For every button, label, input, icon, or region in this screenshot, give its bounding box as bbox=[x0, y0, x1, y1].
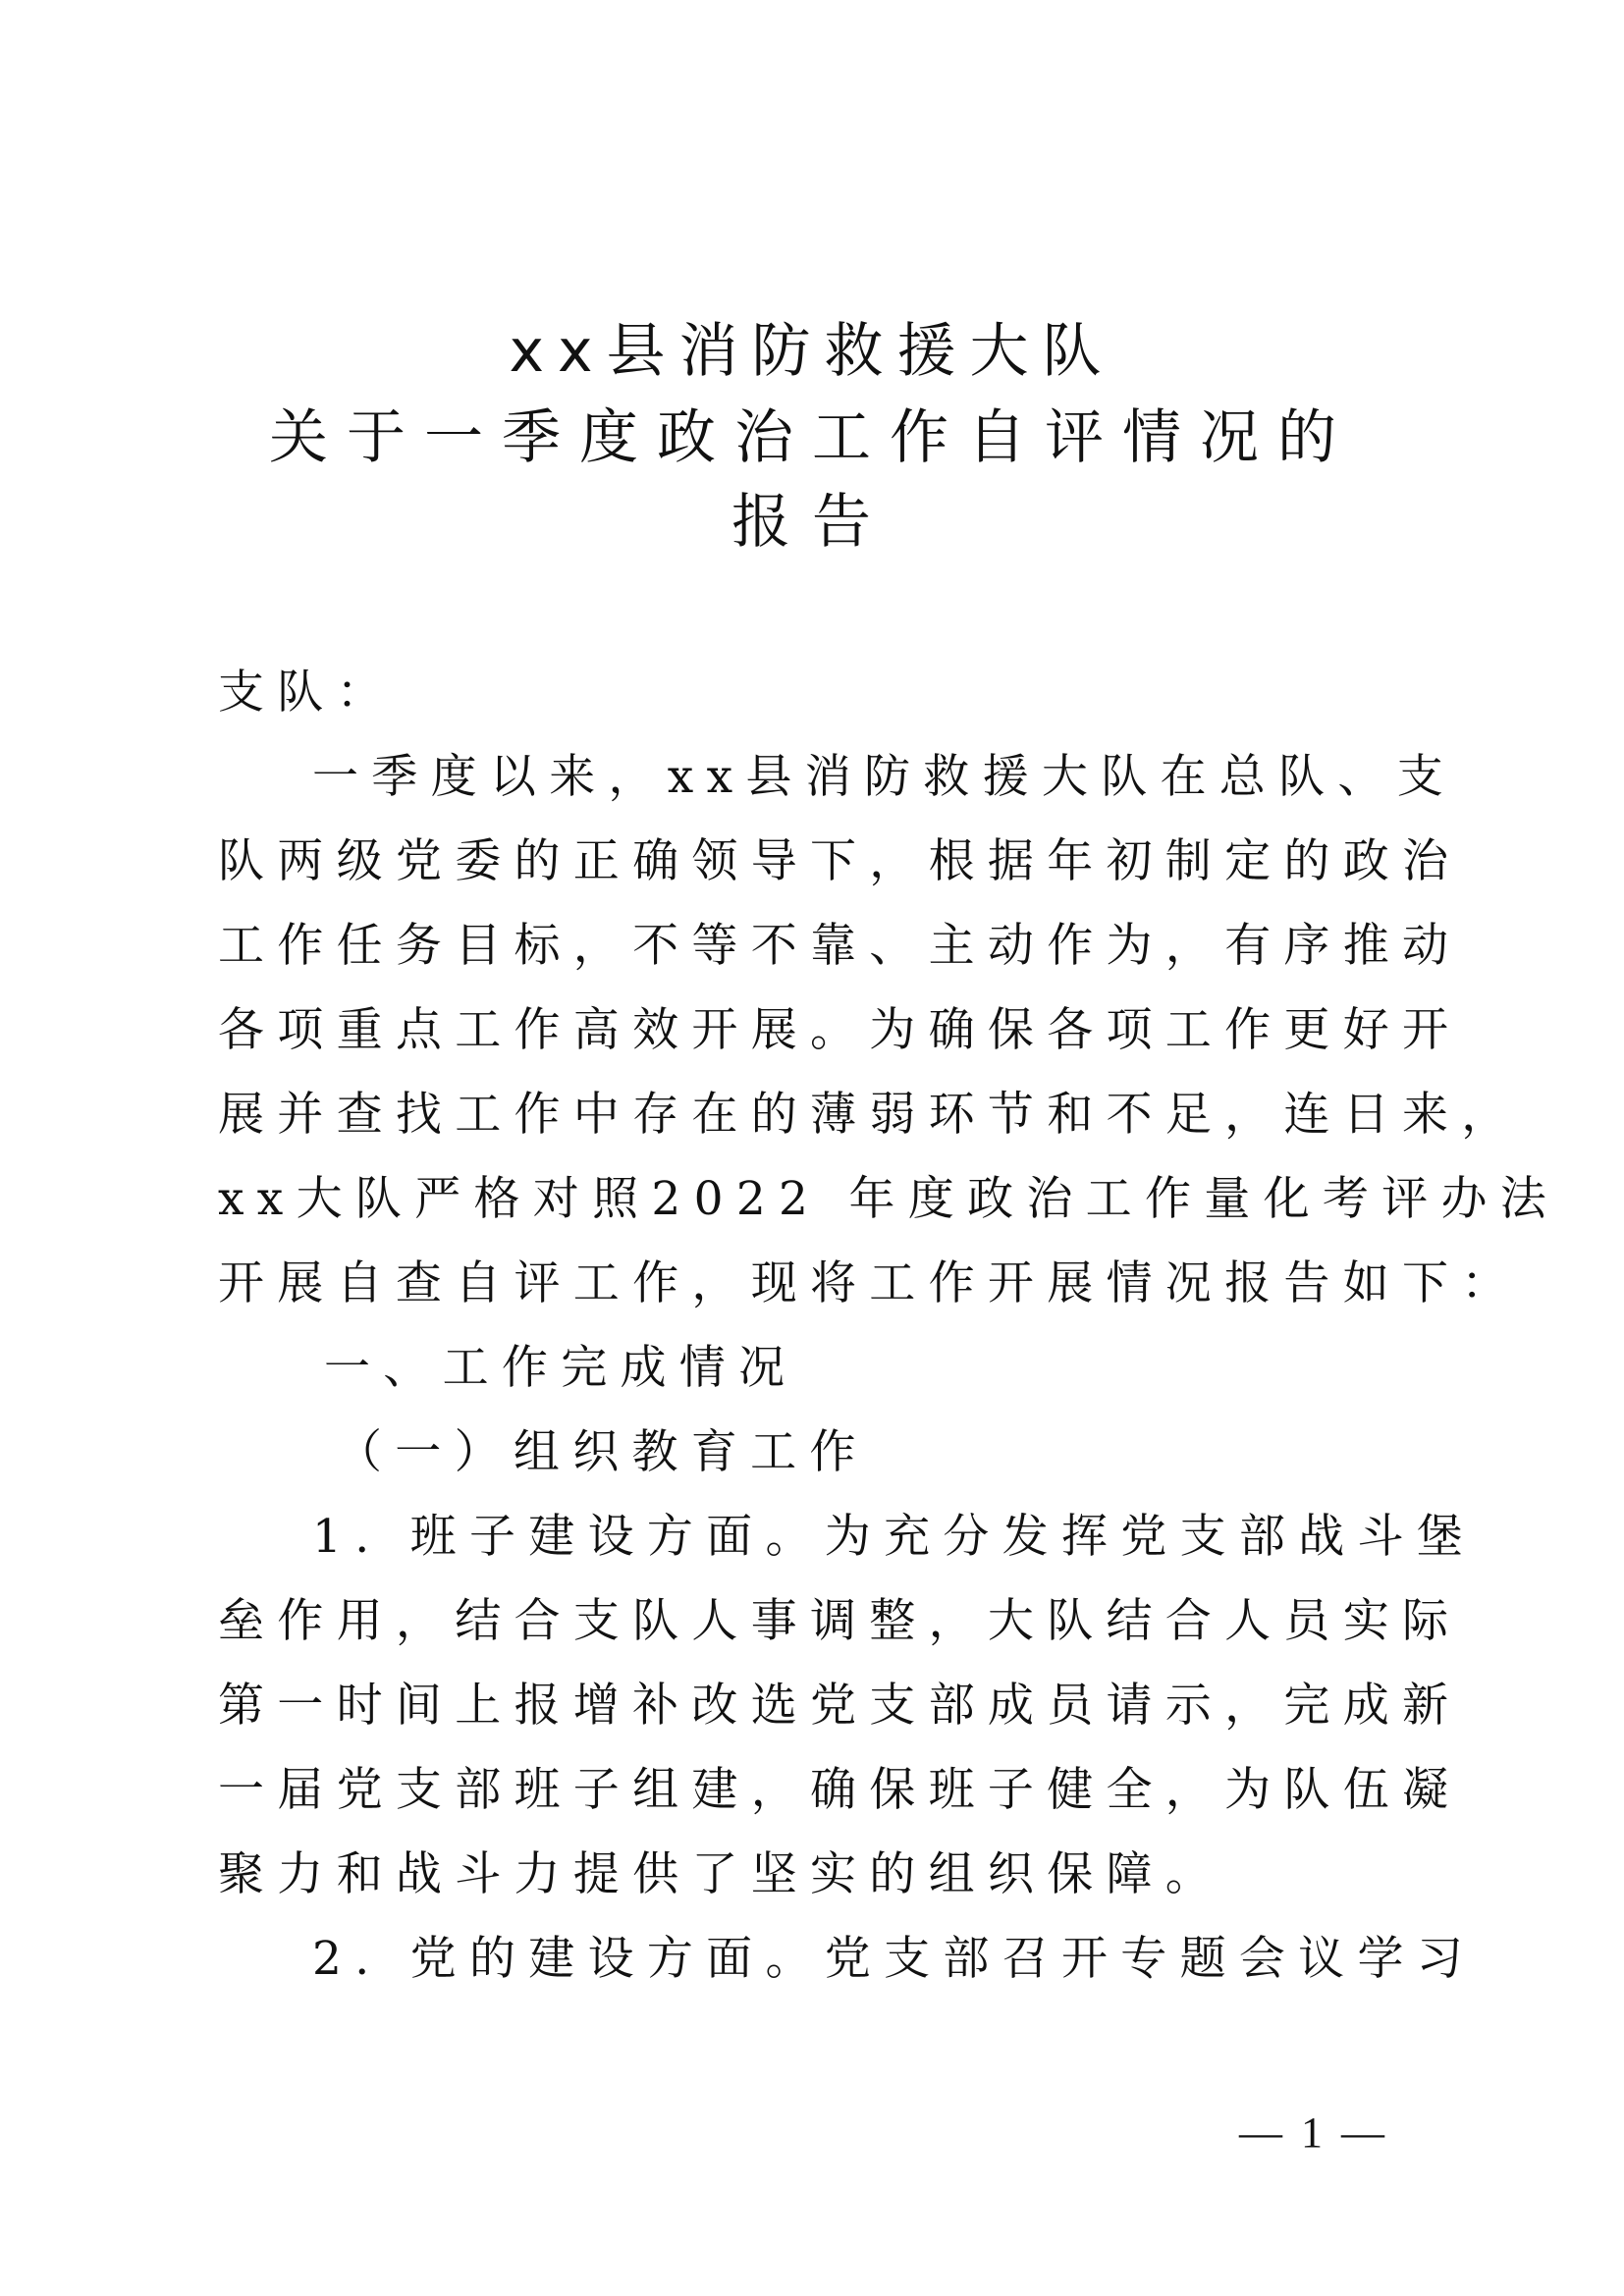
document-title-line-1: xx县消防救援大队 bbox=[509, 317, 1115, 386]
document-title-line-3: 报告 bbox=[731, 488, 893, 557]
paragraph-1-line-2: 队两级党委的正确领导下，根据年初制定的政治 bbox=[218, 834, 1462, 888]
paragraph-1-line-5: 展并查找工作中存在的薄弱环节和不足，连日来， bbox=[218, 1088, 1521, 1142]
paragraph-1-line-6: xx大队严格对照2022 年度政治工作量化考评办法 bbox=[218, 1172, 1560, 1226]
paragraph-2-line-2: 垒作用，结合支队人事调整，大队结合人员实际 bbox=[218, 1594, 1462, 1648]
section-heading: 一、工作完成情况 bbox=[324, 1341, 798, 1395]
salutation: 支队： bbox=[218, 666, 396, 720]
paragraph-2-line-1: 1. 班子建设方面。为充分发挥党支部战斗堡 bbox=[312, 1510, 1477, 1564]
subsection-heading: （一）组织教育工作 bbox=[336, 1425, 869, 1479]
paragraph-1-line-3: 工作任务目标，不等不靠、主动作为，有序推动 bbox=[218, 919, 1462, 973]
paragraph-1-line-7: 开展自查自评工作，现将工作开展情况报告如下： bbox=[218, 1256, 1521, 1310]
paragraph-1-line-4: 各项重点工作高效开展。为确保各项工作更好开 bbox=[218, 1003, 1462, 1057]
paragraph-1-line-1: 一季度以来，xx县消防救援大队在总队、支 bbox=[312, 750, 1457, 804]
page-number: — 1 — bbox=[1239, 2109, 1388, 2157]
paragraph-3-line-1: 2. 党的建设方面。党支部召开专题会议学习 bbox=[312, 1932, 1477, 1986]
paragraph-2-line-5: 聚力和战斗力提供了坚实的组织保障。 bbox=[218, 1847, 1225, 1901]
document-title-line-2: 关于一季度政治工作自评情况的 bbox=[269, 403, 1355, 472]
paragraph-2-line-4: 一届党支部班子组建，确保班子健全，为队伍凝 bbox=[218, 1763, 1462, 1817]
paragraph-2-line-3: 第一时间上报增补改选党支部成员请示，完成新 bbox=[218, 1679, 1462, 1733]
